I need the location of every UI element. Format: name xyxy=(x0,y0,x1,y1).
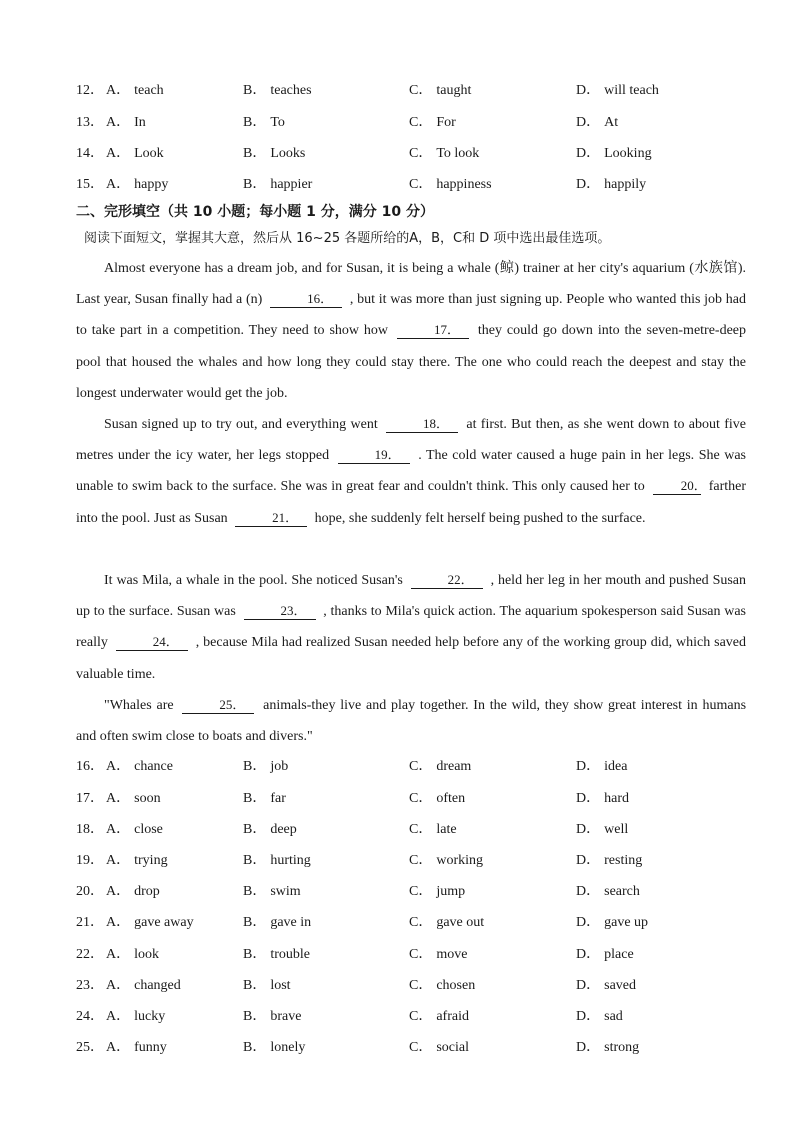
option-b: B． Looks xyxy=(243,146,306,161)
blank-18: 18． xyxy=(386,416,458,433)
option-c: C． taught xyxy=(409,83,472,98)
question-number: 20． xyxy=(76,884,104,899)
option-a: A． trying xyxy=(106,853,168,868)
question-number: 21． xyxy=(76,915,104,930)
question-row-12 xyxy=(76,80,756,102)
option-b: B． lost xyxy=(243,978,291,993)
option-a: A． In xyxy=(106,115,146,130)
passage-paragraph-1: Almost everyone has a dream job, and for Susan, it is being a whale (鲸) trainer at her city's aquarium (水族馆). Last year, Susan finally had a (n) 16． , but it was more than just signing up. People who wanted this job had to take part in a competition. They need to show how 17． they could go down into the seven-metre-deep pool that housed the whales and how long they could stay there. The one who could reach the deepest and stay the longest underwater would get the job. xyxy=(76,261,747,401)
question-row-22 xyxy=(76,944,756,966)
option-a: A． chance xyxy=(106,759,173,774)
passage-paragraph-2: Susan signed up to try out, and everything went 18． at first. But then, as she went down to about five metres under the icy water, her legs stopped 19． . The cold water caused a huge pain in her legs. She was unable to swim back to the surface. She was in great fear and couldn't think. This only caused her to 20． farther into the pool. Just as Susan 21． hope, she suddenly felt herself being pushed to the surface. xyxy=(76,416,746,526)
blank-21: 21． xyxy=(235,510,307,527)
question-row-21 xyxy=(76,912,756,934)
option-c: C． afraid xyxy=(409,1009,469,1024)
option-c: C． For xyxy=(409,115,456,130)
option-a: A． soon xyxy=(106,791,161,806)
question-number: 14． xyxy=(76,146,104,161)
option-b: B． trouble xyxy=(243,947,310,962)
option-b: B． swim xyxy=(243,884,301,899)
option-d: D． Looking xyxy=(576,146,652,161)
option-b: B． hurting xyxy=(243,853,311,868)
question-row-18 xyxy=(76,819,756,841)
option-c: C． social xyxy=(409,1040,469,1055)
option-a: A． teach xyxy=(106,83,164,98)
blank-17: 17． xyxy=(397,322,469,339)
question-number: 17． xyxy=(76,791,104,806)
option-c: C． move xyxy=(409,947,468,962)
option-c: C． late xyxy=(409,822,457,837)
option-d: D． will teach xyxy=(576,83,659,98)
option-b: B． brave xyxy=(243,1009,302,1024)
option-c: C． working xyxy=(409,853,484,868)
option-c: C． gave out xyxy=(409,915,485,930)
question-row-13 xyxy=(76,112,756,134)
option-b: B． far xyxy=(243,791,286,806)
option-a: A． Look xyxy=(106,146,164,161)
option-b: B． teaches xyxy=(243,83,312,98)
option-a: A． changed xyxy=(106,978,181,993)
option-d: D． search xyxy=(576,884,640,899)
question-number: 24． xyxy=(76,1009,104,1024)
blank-22: 22． xyxy=(411,572,483,589)
question-row-19 xyxy=(76,850,756,872)
passage-paragraph-4: "Whales are 25． animals-they live and play together. In the wild, they show great interest in humans and often swim close to boats and divers." xyxy=(76,697,747,745)
option-d: D． place xyxy=(576,947,634,962)
option-d: D． strong xyxy=(576,1040,640,1055)
option-b: B． deep xyxy=(243,822,297,837)
section-title: 二、完形填空（共 10 小题；每小题 1 分，满分 10 分） xyxy=(76,204,434,220)
question-row-23 xyxy=(76,975,756,997)
question-number: 19． xyxy=(76,853,104,868)
blank-24: 24． xyxy=(116,634,188,651)
option-d: D． idea xyxy=(576,759,628,774)
question-row-14 xyxy=(76,143,756,165)
question-row-16 xyxy=(76,756,756,778)
option-d: D． saved xyxy=(576,978,637,993)
option-d: D． hard xyxy=(576,791,630,806)
option-b: B． To xyxy=(243,115,285,130)
option-b: B． gave in xyxy=(243,915,312,930)
option-d: D． sad xyxy=(576,1009,623,1024)
option-d: D． resting xyxy=(576,853,643,868)
question-number: 18． xyxy=(76,822,104,837)
option-a: A． funny xyxy=(106,1040,167,1055)
question-number: 13． xyxy=(76,115,104,130)
option-b: B． happier xyxy=(243,177,313,192)
blank-19: 19． xyxy=(338,447,410,464)
option-a: A． gave away xyxy=(106,915,194,930)
blank-25: 25． xyxy=(182,697,254,714)
option-d: D． gave up xyxy=(576,915,649,930)
option-c: C． often xyxy=(409,791,466,806)
option-c: C． chosen xyxy=(409,978,476,993)
option-a: A． happy xyxy=(106,177,169,192)
option-a: A． look xyxy=(106,947,160,962)
question-number: 25． xyxy=(76,1040,104,1055)
blank-20: 20． xyxy=(653,478,701,495)
question-number: 22． xyxy=(76,947,104,962)
option-d: D． happily xyxy=(576,177,647,192)
question-row-15 xyxy=(76,174,756,196)
blank-23: 23． xyxy=(244,603,316,620)
question-row-25 xyxy=(76,1037,756,1059)
question-number: 15． xyxy=(76,177,104,192)
option-b: B． lonely xyxy=(243,1040,306,1055)
passage-paragraph-3: It was Mila, a whale in the pool. She noticed Susan's 22． , held her leg in her mouth and pushed Susan up to the surface. Susan was 23． , thanks to Mila's quick action. The aquarium spokesperson said Susan was really 24． , because Mila had realized Susan needed help before any of the working group did, which saved valuable time. xyxy=(76,572,747,682)
question-row-24 xyxy=(76,1006,756,1028)
blank-16: 16． xyxy=(270,291,342,308)
option-c: C． jump xyxy=(409,884,466,899)
option-d: D． well xyxy=(576,822,629,837)
question-number: 16． xyxy=(76,759,104,774)
question-row-20 xyxy=(76,881,756,903)
option-a: A． close xyxy=(106,822,163,837)
section-instruction: 阅读下面短文，掌握其大意，然后从 16~25 各题所给的A，B，C和 D 项中选出最佳选项。 xyxy=(84,231,611,246)
question-number: 23． xyxy=(76,978,104,993)
option-d: D． At xyxy=(576,115,619,130)
option-b: B． job xyxy=(243,759,289,774)
option-c: C． dream xyxy=(409,759,472,774)
question-row-17 xyxy=(76,788,756,810)
option-a: A． drop xyxy=(106,884,160,899)
question-number: 12． xyxy=(76,83,104,98)
option-c: C． happiness xyxy=(409,177,492,192)
option-a: A． lucky xyxy=(106,1009,166,1024)
option-c: C． To look xyxy=(409,146,480,161)
